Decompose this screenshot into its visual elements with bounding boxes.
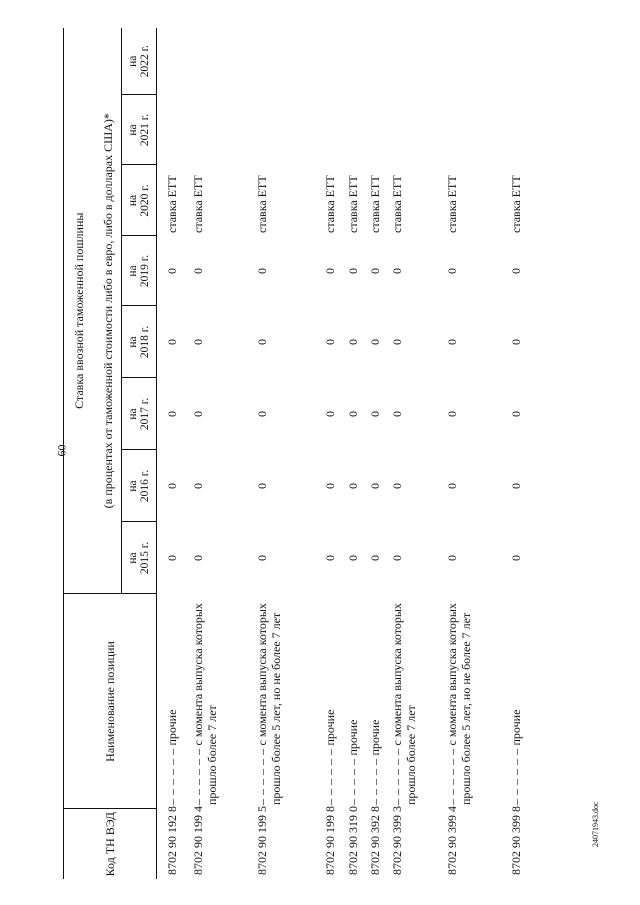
row-rate-value: 0: [345, 339, 360, 345]
row-rate-value: 0: [444, 339, 459, 345]
row-name-cell: [183, 594, 247, 809]
row-rate-value: [247, 28, 315, 95]
row-rate-value: 0: [444, 555, 459, 561]
row-rate-value: ставка ЕТТ: [345, 175, 360, 233]
row-name: прочие: [345, 719, 360, 756]
table-body: [157, 28, 541, 879]
row-rate-value: ставка ЕТТ: [508, 175, 523, 233]
row-rate-value: 0: [345, 268, 360, 274]
row-rate-value: 0: [190, 411, 205, 417]
row-name: с момента выпуска которых прошло более 5 лет, но не более 7 лет: [254, 603, 283, 805]
row-dash: – – – – – –: [254, 748, 269, 805]
row-code: 8702 90 399 3: [389, 806, 404, 875]
table-row: [437, 28, 501, 879]
row-name-cell: [315, 594, 338, 809]
row-name-cell: [247, 594, 315, 809]
table-row: [247, 28, 315, 879]
row-rate-value: [338, 95, 360, 165]
row-rate-value: 0: [508, 339, 523, 345]
table-row: [315, 28, 338, 879]
row-rate-value: 0: [367, 483, 382, 489]
row-rate-value: [437, 28, 501, 95]
row-rate-value: [382, 95, 437, 165]
document-footer: 24071943.doc: [591, 801, 600, 847]
row-rate-value: [247, 95, 315, 165]
rotated-tariff-table: [63, 29, 625, 879]
row-rate-value: 0: [322, 268, 337, 274]
row-rate-value: 0: [367, 555, 382, 561]
row-rate-value: [437, 95, 501, 165]
page-number: 60: [54, 444, 69, 457]
year-header: на 2016 г.: [122, 450, 157, 522]
row-rate-value: 0: [165, 411, 179, 417]
row-rate-value: 0: [389, 268, 404, 274]
year-header: на 2020 г.: [122, 165, 157, 236]
row-rate-value: [501, 28, 541, 95]
row-rate-value: 0: [190, 339, 205, 345]
row-rate-value: [338, 28, 360, 95]
year-header: на 2017 г.: [122, 378, 157, 450]
row-rate-value: ставка ЕТТ: [190, 175, 205, 233]
row-rate-value: [315, 95, 338, 165]
row-rate-value: 0: [254, 339, 269, 345]
table-row: [157, 28, 183, 879]
row-code: 8702 90 392 8: [367, 806, 382, 875]
row-rate-value: [157, 95, 183, 165]
row-rate-value: ставка ЕТТ: [367, 175, 382, 233]
row-name: с момента выпуска которых прошло более 7 лет: [190, 603, 219, 805]
row-rate-value: 0: [367, 411, 382, 417]
row-rate-value: [501, 95, 541, 165]
row-name: с момента выпуска которых прошло более 5 лет, но не более 7 лет: [444, 603, 473, 805]
row-rate-value: 0: [389, 411, 404, 417]
row-name-cell: [157, 594, 183, 809]
row-rate-value: 0: [190, 555, 205, 561]
header-rate-title: Ставка ввозной таможенной пошлины: [64, 28, 95, 594]
row-dash: – – – – –: [367, 758, 382, 805]
row-rate-value: 0: [389, 555, 404, 561]
row-rate-value: [315, 28, 338, 95]
row-code: 8702 90 399 4: [444, 806, 459, 875]
row-rate-value: 0: [508, 483, 523, 489]
year-header: на 2018 г.: [122, 306, 157, 378]
row-code: 8702 90 199 4: [190, 806, 205, 875]
row-rate-value: [382, 28, 437, 95]
tariff-table: [63, 28, 541, 879]
row-rate-value: 0: [367, 268, 382, 274]
row-rate-value: 0: [508, 555, 523, 561]
year-header: на 2022 г.: [122, 28, 157, 95]
row-rate-value: 0: [389, 339, 404, 345]
row-rate-value: 0: [165, 268, 179, 274]
row-rate-value: 0: [322, 483, 337, 489]
row-name: прочие: [165, 709, 179, 746]
row-rate-value: 0: [254, 268, 269, 274]
row-name: прочие: [322, 709, 337, 746]
row-rate-value: [360, 95, 382, 165]
year-header: на 2021 г.: [122, 95, 157, 165]
row-name: прочие: [367, 719, 382, 756]
table-row: [501, 28, 541, 879]
row-name: прочие: [508, 709, 523, 746]
row-rate-value: [183, 28, 247, 95]
row-rate-value: 0: [444, 411, 459, 417]
table-header: [64, 28, 157, 879]
row-dash: – – – – – –: [389, 748, 404, 805]
row-rate-value: ставка ЕТТ: [444, 175, 459, 233]
row-rate-value: ставка ЕТТ: [389, 175, 404, 233]
row-rate-value: 0: [444, 483, 459, 489]
header-code: Код ТН ВЭД: [64, 809, 157, 879]
row-name-cell: [437, 594, 501, 809]
row-dash: – – – – – –: [444, 748, 459, 805]
row-rate-value: ставка ЕТТ: [254, 175, 269, 233]
row-rate-value: 0: [165, 339, 179, 345]
row-code: 8702 90 199 5: [254, 806, 269, 875]
row-rate-value: 0: [254, 483, 269, 489]
row-name-cell: [360, 594, 382, 809]
row-rate-value: 0: [345, 411, 360, 417]
row-rate-value: ставка ЕТТ: [165, 175, 179, 233]
row-rate-value: 0: [322, 555, 337, 561]
row-rate-value: 0: [322, 411, 337, 417]
table-row: [360, 28, 382, 879]
row-dash: – – – – – –: [508, 748, 523, 805]
table-row: [382, 28, 437, 879]
row-name-cell: [338, 594, 360, 809]
year-header: на 2015 г.: [122, 522, 157, 594]
row-name-cell: [501, 594, 541, 809]
row-rate-value: [360, 28, 382, 95]
row-rate-value: 0: [322, 339, 337, 345]
row-rate-value: ставка ЕТТ: [322, 175, 337, 233]
row-rate-value: 0: [165, 483, 179, 489]
table-row: [338, 28, 360, 879]
row-rate-value: 0: [345, 555, 360, 561]
row-rate-value: [183, 95, 247, 165]
row-name: с момента выпуска которых прошло более 7 лет: [389, 603, 418, 805]
row-rate-value: 0: [508, 411, 523, 417]
row-code: 8702 90 399 8: [508, 806, 523, 875]
row-code: 8702 90 192 8: [165, 806, 179, 875]
row-rate-value: 0: [389, 483, 404, 489]
row-rate-value: 0: [444, 268, 459, 274]
row-code: 8702 90 319 0: [345, 806, 360, 875]
row-dash: – – – – – –: [190, 748, 205, 805]
row-rate-value: 0: [345, 483, 360, 489]
row-code: 8702 90 199 8: [322, 806, 337, 875]
row-rate-value: 0: [165, 555, 179, 561]
table-row: [183, 28, 247, 879]
row-dash: – – – – – –: [165, 748, 179, 805]
row-rate-value: 0: [508, 268, 523, 274]
row-rate-value: [157, 28, 183, 95]
row-rate-value: 0: [190, 483, 205, 489]
row-rate-value: 0: [254, 411, 269, 417]
header-name: Наименование позиции: [64, 594, 157, 809]
header-rate-subtitle: (в процентах от таможенной стоимости либо в евро, либо в долларах США)*: [95, 28, 122, 594]
row-dash: – – – – –: [345, 758, 360, 805]
row-rate-value: 0: [254, 555, 269, 561]
row-rate-value: 0: [367, 339, 382, 345]
year-header: на 2019 г.: [122, 236, 157, 306]
row-rate-value: 0: [190, 268, 205, 274]
row-dash: – – – – – –: [322, 748, 337, 805]
row-name-cell: [382, 594, 437, 809]
